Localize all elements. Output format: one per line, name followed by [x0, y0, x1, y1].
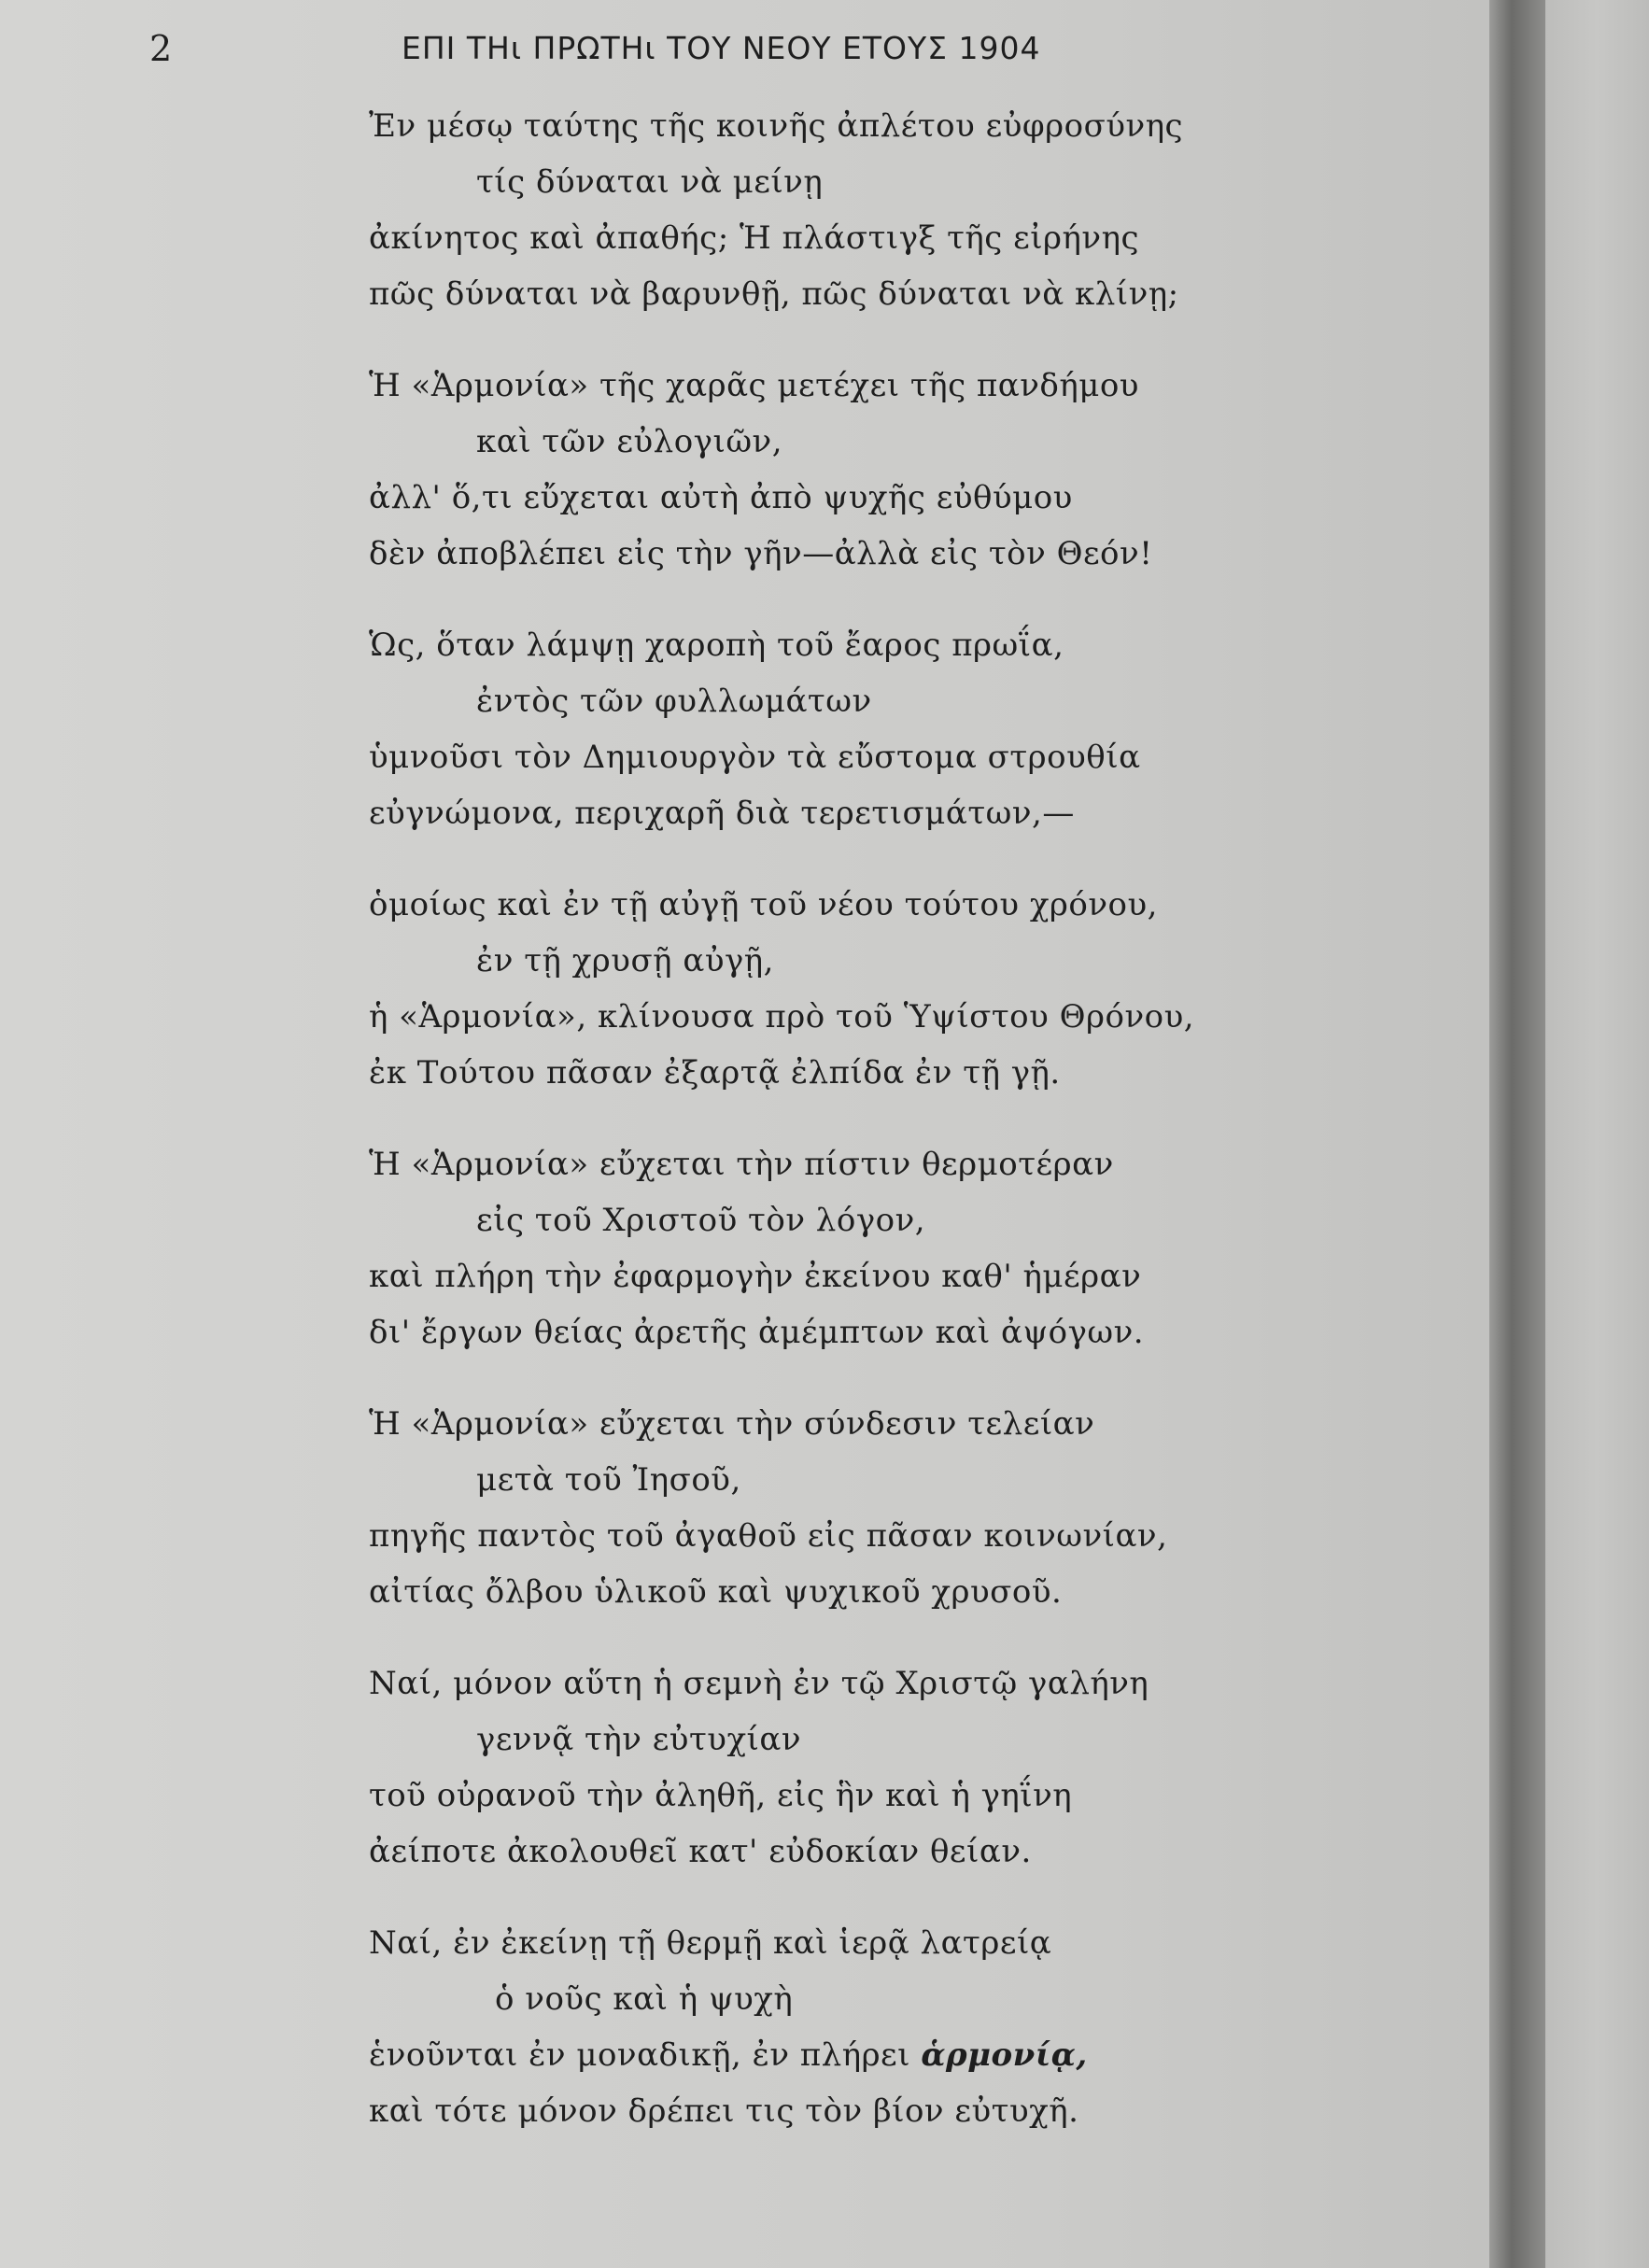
- poem-line: ἀκίνητος καὶ ἀπαθής; Ἡ πλάστιγξ τῆς εἰρήνης: [369, 219, 1139, 257]
- poem-line: ἐκ Τούτου πᾶσαν ἐξαρτᾷ ἐλπίδα ἐν τῇ γῇ.: [369, 1054, 1061, 1092]
- poem-line: γεννᾷ τὴν εὐτυχίαν: [476, 1721, 802, 1758]
- poem-line: καὶ τότε μόνον δρέπει τις τὸν βίον εὐτυχῆ.: [369, 2092, 1079, 2130]
- poem-line: Ἡ «Ἁρμονία» εὔχεται τὴν πίστιν θερμοτέραν: [369, 1146, 1114, 1183]
- facing-page-edge: [1545, 0, 1649, 2268]
- poem-line-text: ἑνοῦνται ἐν μοναδικῇ, ἐν πλήρει: [369, 2036, 911, 2074]
- poem-line: πῶς δύναται νὰ βαρυνθῇ, πῶς δύναται νὰ κλίνῃ;: [369, 275, 1179, 313]
- poem-line: ὁ νοῦς καὶ ἡ ψυχὴ: [495, 1980, 794, 2018]
- poem-line: τίς δύναται νὰ μείνῃ: [476, 163, 824, 201]
- stanza-8: [369, 1915, 1489, 2139]
- poem-line: δὲν ἀποβλέπει εἰς τὴν γῆν—ἀλλὰ εἰς τὸν Θεόν!: [369, 535, 1153, 572]
- poem-line: Ἡ «Ἁρμονία» τῆς χαρᾶς μετέχει τῆς πανδήμου: [369, 367, 1139, 404]
- poem-line: εὐγνώμονα, περιχαρῆ διὰ τερετισμάτων,—: [369, 795, 1075, 832]
- poem-line: ἀείποτε ἀκολουθεῖ κατ' εὐδοκίαν θείαν.: [369, 1833, 1032, 1870]
- book-gutter: [1489, 0, 1545, 2268]
- stanza-7: [369, 1655, 1489, 1880]
- poem-line: Ναί, ἐν ἐκείνῃ τῇ θερμῇ καὶ ἱερᾷ λατρείᾳ: [369, 1924, 1052, 1962]
- poem-line: Ἐν μέσῳ ταύτης τῆς κοινῆς ἀπλέτου εὐφροσύνης: [369, 107, 1184, 145]
- poem-line: ἀλλ' ὅ,τι εὔχεται αὐτὴ ἀπὸ ψυχῆς εὐθύμου: [369, 479, 1073, 516]
- poem-line: μετὰ τοῦ Ἰησοῦ,: [476, 1461, 741, 1499]
- poem-line: Ἡ «Ἁρμονία» εὔχεται τὴν σύνδεσιν τελείαν: [369, 1405, 1095, 1443]
- page-number: 2: [149, 28, 173, 69]
- stanza-4: [369, 877, 1489, 1101]
- poem-line: καὶ τῶν εὐλογιῶν,: [476, 423, 783, 460]
- stanza-2: [369, 358, 1489, 582]
- poem-line: ὁμοίως καὶ ἐν τῇ αὐγῇ τοῦ νέου τούτου χρόνου,: [369, 886, 1158, 923]
- poem-line: [369, 2027, 1489, 2083]
- poem-line: ὑμνοῦσι τὸν Δημιουργὸν τὰ εὔστομα στρουθία: [369, 739, 1141, 776]
- emphasized-word: ἁρμονίᾳ,: [921, 2036, 1088, 2074]
- poem-line: εἰς τοῦ Χριστοῦ τὸν λόγον,: [476, 1202, 926, 1239]
- poem-line: πηγῆς παντὸς τοῦ ἀγαθοῦ εἰς πᾶσαν κοινωνίαν,: [369, 1517, 1168, 1555]
- poem-line: Ναί, μόνον αὕτη ἡ σεμνὴ ἐν τῷ Χριστῷ γαλήνη: [369, 1665, 1149, 1702]
- running-head: ΕΠΙ ΤΗι ΠΡΩΤΗι ΤΟΥ ΝΕΟΥ ΕΤΟΥΣ 1904: [402, 30, 1041, 66]
- poem: [369, 98, 1489, 2175]
- stanza-1: [369, 98, 1489, 322]
- poem-line: Ὡς, ὅταν λάμψῃ χαροπὴ τοῦ ἔαρος πρωΐα,: [369, 627, 1064, 664]
- poem-line: τοῦ οὐρανοῦ τὴν ἀληθῆ, εἰς ἣν καὶ ἡ γηΐνη: [369, 1777, 1073, 1814]
- page-header: [0, 21, 1494, 77]
- stanza-5: [369, 1136, 1489, 1360]
- poem-line: καὶ πλήρη τὴν ἐφαρμογὴν ἐκείνου καθ' ἡμέραν: [369, 1258, 1142, 1295]
- poem-line: ἐντὸς τῶν φυλλωμάτων: [476, 683, 872, 720]
- stanza-6: [369, 1396, 1489, 1620]
- poem-line: ἐν τῇ χρυσῇ αὐγῇ,: [476, 942, 774, 979]
- poem-line: ἡ «Ἁρμονία», κλίνουσα πρὸ τοῦ Ὑψίστου Θρόνου,: [369, 998, 1195, 1035]
- poem-line: δι' ἔργων θείας ἀρετῆς ἀμέμπτων καὶ ἀψόγων.: [369, 1314, 1145, 1351]
- stanza-3: [369, 617, 1489, 841]
- poem-line: αἰτίας ὄλβου ὑλικοῦ καὶ ψυχικοῦ χρυσοῦ.: [369, 1573, 1063, 1611]
